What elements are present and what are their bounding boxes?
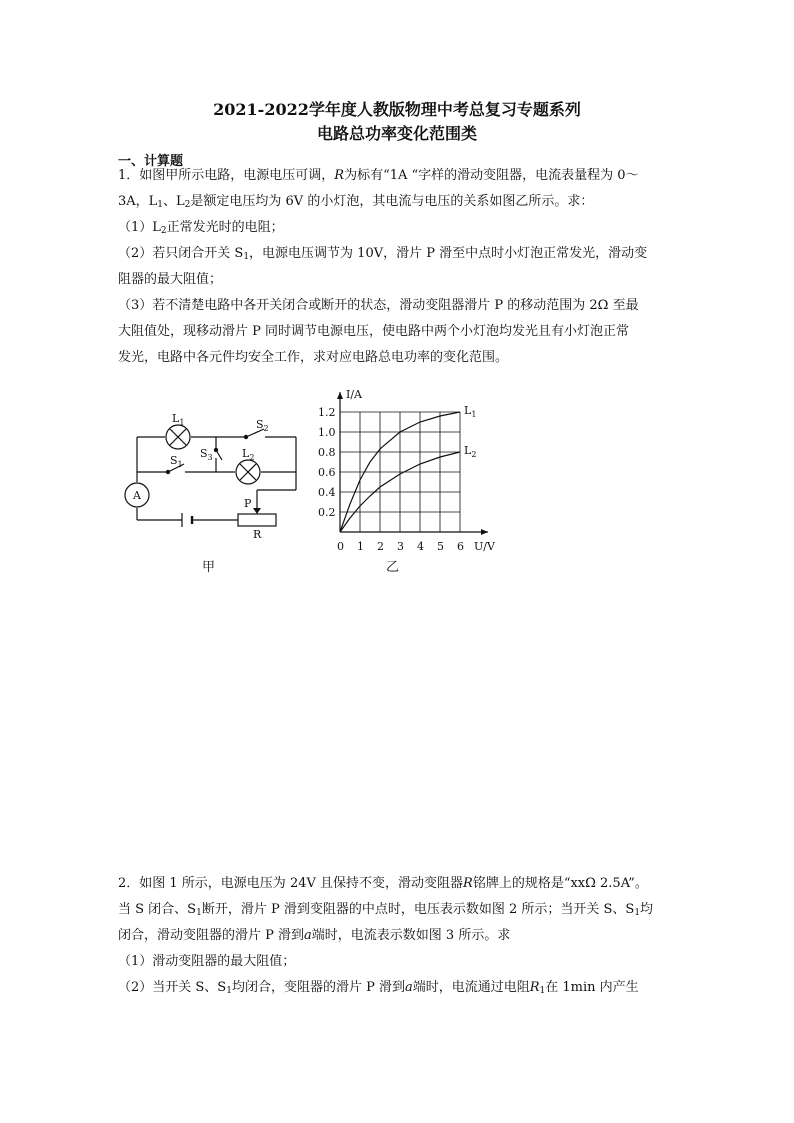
- q1-part-1: $(1)L_2$正常发光时的电阻；: [118, 220, 284, 236]
- x-tick-label: 1: [357, 540, 364, 553]
- y-tick-label: 1.0: [318, 426, 336, 439]
- label-s1: $S_1$: [170, 454, 183, 469]
- x-axis-arrow: [481, 529, 488, 535]
- iv-chart: [310, 382, 510, 557]
- q1-stem-line2: 3A，$L_1$、$L_2$是额定电压均为 6V 的小灯泡，其电流与电压的关系如图乙所示。求：: [118, 194, 594, 210]
- page-title-line1: 2021-2022学年度人教版物理中考总复习专题系列: [213, 100, 581, 119]
- y-tick-label: 0.6: [318, 466, 336, 479]
- x-tick-label: 3: [397, 540, 404, 553]
- label-l1: $L_1$: [172, 412, 185, 427]
- label-l2: $L_2$: [242, 447, 255, 462]
- lamp-l2-symbol: [236, 460, 260, 484]
- y-tick-label: 0.4: [318, 486, 336, 499]
- section-label: 一、计算题: [118, 154, 184, 169]
- circuit-diagram: [120, 400, 310, 560]
- y-axis-arrow: [337, 392, 343, 399]
- q1-part-3: （3）若不清楚电路中各开关闭合或断开的状态，滑动变阻器滑片 P 的移动范围为 2Ω 至最: [118, 298, 639, 313]
- circuit-caption: 甲: [202, 560, 216, 575]
- page-title-line2: 电路总功率变化范围类: [316, 124, 477, 143]
- y-tick-label: 0.8: [318, 446, 336, 459]
- question-1: [118, 163, 680, 371]
- battery-symbol: [182, 513, 192, 527]
- series-label-l2: $L_2$: [464, 444, 477, 459]
- x-tick-label: 0: [337, 540, 344, 553]
- slider-arrow: [253, 508, 261, 514]
- q2-line3: 闭合，滑动变阻器的滑片 P 滑到a端时，电流表示数如图 3 所示。求: [118, 928, 511, 943]
- question-2: [118, 871, 680, 1001]
- label-ammeter: A: [133, 489, 141, 502]
- label-r: R: [253, 528, 262, 541]
- x-tick-label: 4: [417, 540, 424, 553]
- q1-stem-line1: 1．如图甲所示电路，电源电压可调，R为标有“1A “字样的滑动变阻器，电流表量程为 0～: [118, 168, 639, 183]
- series-label-l1: $L_1$: [464, 404, 477, 419]
- q2-line2: 当 S 闭合、$S_1$断开，滑片 P 滑到变阻器的中点时，电压表示数如图 2 所示；当开关 S、$S_1$均: [118, 902, 654, 918]
- rheostat-symbol: [238, 514, 276, 526]
- x-tick-label: 6: [457, 540, 464, 553]
- lamp-l1-symbol: [166, 425, 190, 449]
- q1-part-2-cont: 阻器的最大阻值；: [118, 272, 223, 287]
- x-tick-label: 5: [437, 540, 444, 553]
- q1-part-3-cont2: 发光，电路中各元件均安全工作，求对应电路总电功率的变化范围。: [118, 350, 509, 365]
- x-tick-label: 2: [377, 540, 384, 553]
- label-s3: $S_3$: [200, 447, 213, 462]
- chart-caption: 乙: [386, 560, 400, 575]
- y-tick-label: 1.2: [318, 406, 336, 419]
- y-tick-label: 0.2: [318, 506, 336, 519]
- q1-part-3-cont1: 大阻值处，现移动滑片 P 同时调节电源电压，使电路中两个小灯泡均发光且有小灯泡正常: [118, 324, 630, 339]
- q2-part-2: （2）当开关 S、$S_1$均闭合，变阻器的滑片 P 滑到a端时，电流通过电阻$R_1$在 1min 内产生: [118, 980, 639, 996]
- q2-line1: 2．如图 1 所示，电源电压为 24V 且保持不变，滑动变阻器R铭牌上的规格是“xxΩ 2.5A”。: [118, 876, 648, 891]
- label-s2: $S_2$: [256, 418, 269, 433]
- label-p: P: [244, 497, 252, 510]
- x-axis-label: U/V: [474, 540, 495, 553]
- y-axis-label: I/A: [346, 388, 362, 401]
- q2-part-1: （1）滑动变阻器的最大阻值；: [118, 954, 296, 969]
- q1-part-2: （2）若只闭合开关 $S_1$，电源电压调节为 10V，滑片 P 滑至中点时小灯泡正常发光，滑动变: [118, 246, 648, 262]
